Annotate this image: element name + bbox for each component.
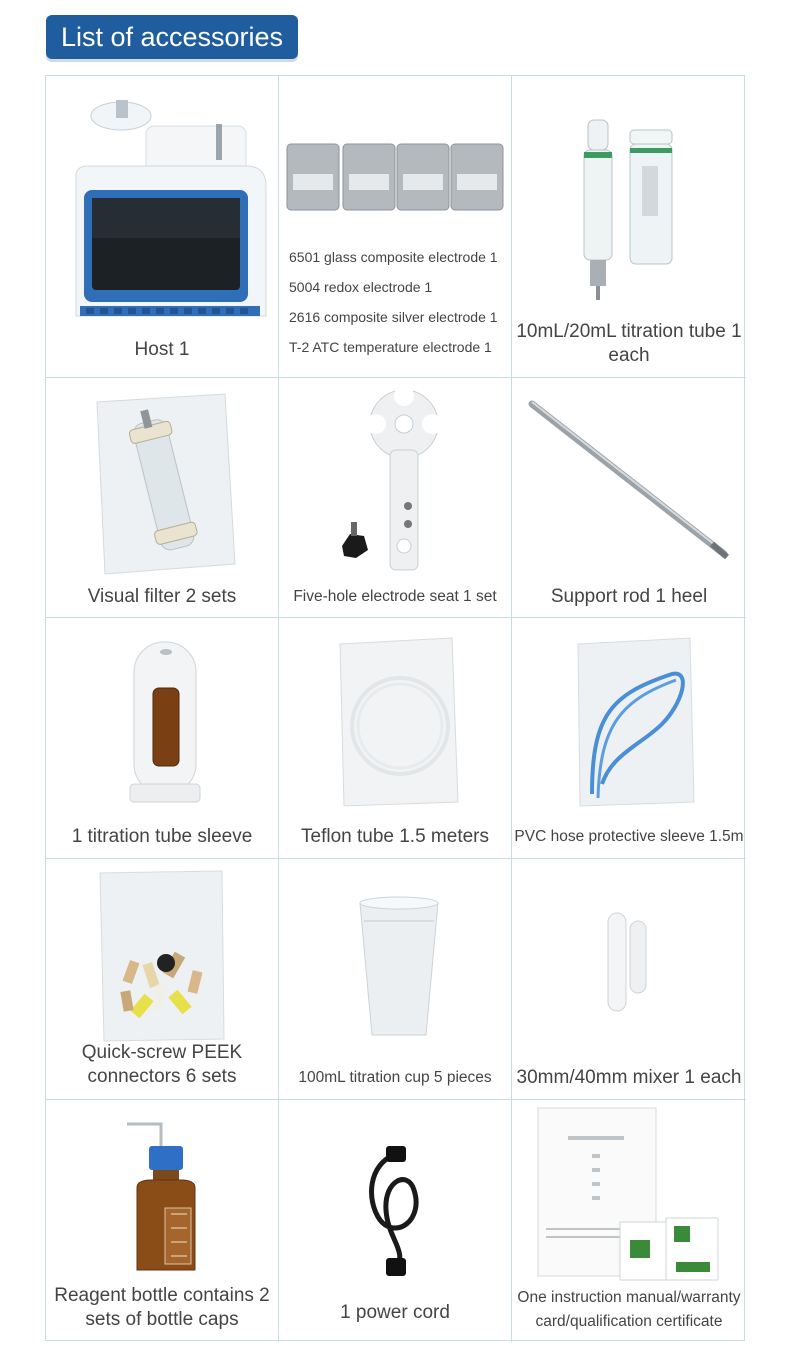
- accessory-stir-bar: [512, 859, 746, 1100]
- power-cord-icon: [364, 1140, 429, 1280]
- item-label: PVC hose protective sleeve 1.5m: [514, 828, 744, 845]
- titration-tubes-icon: [572, 116, 682, 306]
- accessory-reagent-bottle: [46, 1100, 279, 1342]
- manual-documents-icon: [534, 1106, 729, 1284]
- reagent-bottle-icon: [121, 1104, 211, 1279]
- item-label: Teflon tube 1.5 meters: [301, 826, 489, 847]
- accessory-titration-cup: [279, 859, 512, 1100]
- stir-bar-icon: [602, 907, 662, 1017]
- electrode-seat-icon: [334, 386, 464, 576]
- item-label: Five-hole electrode seat 1 set: [293, 588, 497, 605]
- pvc-hose-icon: [572, 634, 697, 809]
- tube-sleeve-icon: [126, 638, 206, 808]
- item-label: Host 1: [134, 339, 190, 360]
- accessory-tube-sleeve: [46, 618, 279, 859]
- accessory-pvc-hose: [512, 618, 746, 859]
- accessory-electrodes: [279, 76, 512, 378]
- item-label: 30mm/40mm mixer 1 each: [516, 1067, 742, 1088]
- item-label: Visual filter 2 sets: [87, 586, 237, 607]
- electrode-line: 5004 redox electrode 1: [289, 279, 433, 295]
- item-label: 1 titration tube sleeve: [71, 826, 253, 847]
- page-title: List of accessories: [46, 15, 298, 59]
- item-label: Reagent bottle contains 2 sets of bottle caps: [54, 1285, 270, 1330]
- electrode-line: T-2 ATC temperature electrode 1: [289, 339, 492, 355]
- titrator-host-icon: [56, 96, 271, 326]
- item-label: 100mL titration cup 5 pieces: [298, 1069, 492, 1086]
- accessories-grid: [45, 75, 745, 1341]
- accessory-manual: [512, 1100, 746, 1342]
- visual-filter-icon: [91, 388, 241, 578]
- peek-connectors-icon: [96, 867, 231, 1045]
- item-label: 1 power cord: [340, 1302, 450, 1323]
- accessory-support-rod: [512, 378, 746, 618]
- accessory-power-cord: [279, 1100, 512, 1342]
- accessory-host: [46, 76, 279, 378]
- item-label: Support rod 1 heel: [550, 586, 708, 607]
- item-label: 10mL/20mL titration tube 1 each: [516, 321, 742, 366]
- electrode-boxes-icon: [285, 136, 507, 216]
- titration-cup-icon: [354, 895, 444, 1045]
- item-label: Quick-screw PEEK connectors 6 sets: [81, 1042, 243, 1087]
- electrode-line: 2616 composite silver electrode 1: [289, 309, 498, 325]
- item-label: One instruction manual/warranty card/qualification certificate: [517, 1289, 741, 1330]
- support-rod-icon: [522, 392, 737, 572]
- electrode-list: [289, 242, 498, 362]
- electrode-line: 6501 glass composite electrode 1: [289, 249, 498, 265]
- accessory-electrode-seat: [279, 378, 512, 618]
- accessory-teflon-tube: [279, 618, 512, 859]
- teflon-tube-icon: [334, 634, 464, 809]
- accessory-visual-filter: [46, 378, 279, 618]
- accessory-peek-connectors: [46, 859, 279, 1100]
- accessory-titration-tubes: [512, 76, 746, 378]
